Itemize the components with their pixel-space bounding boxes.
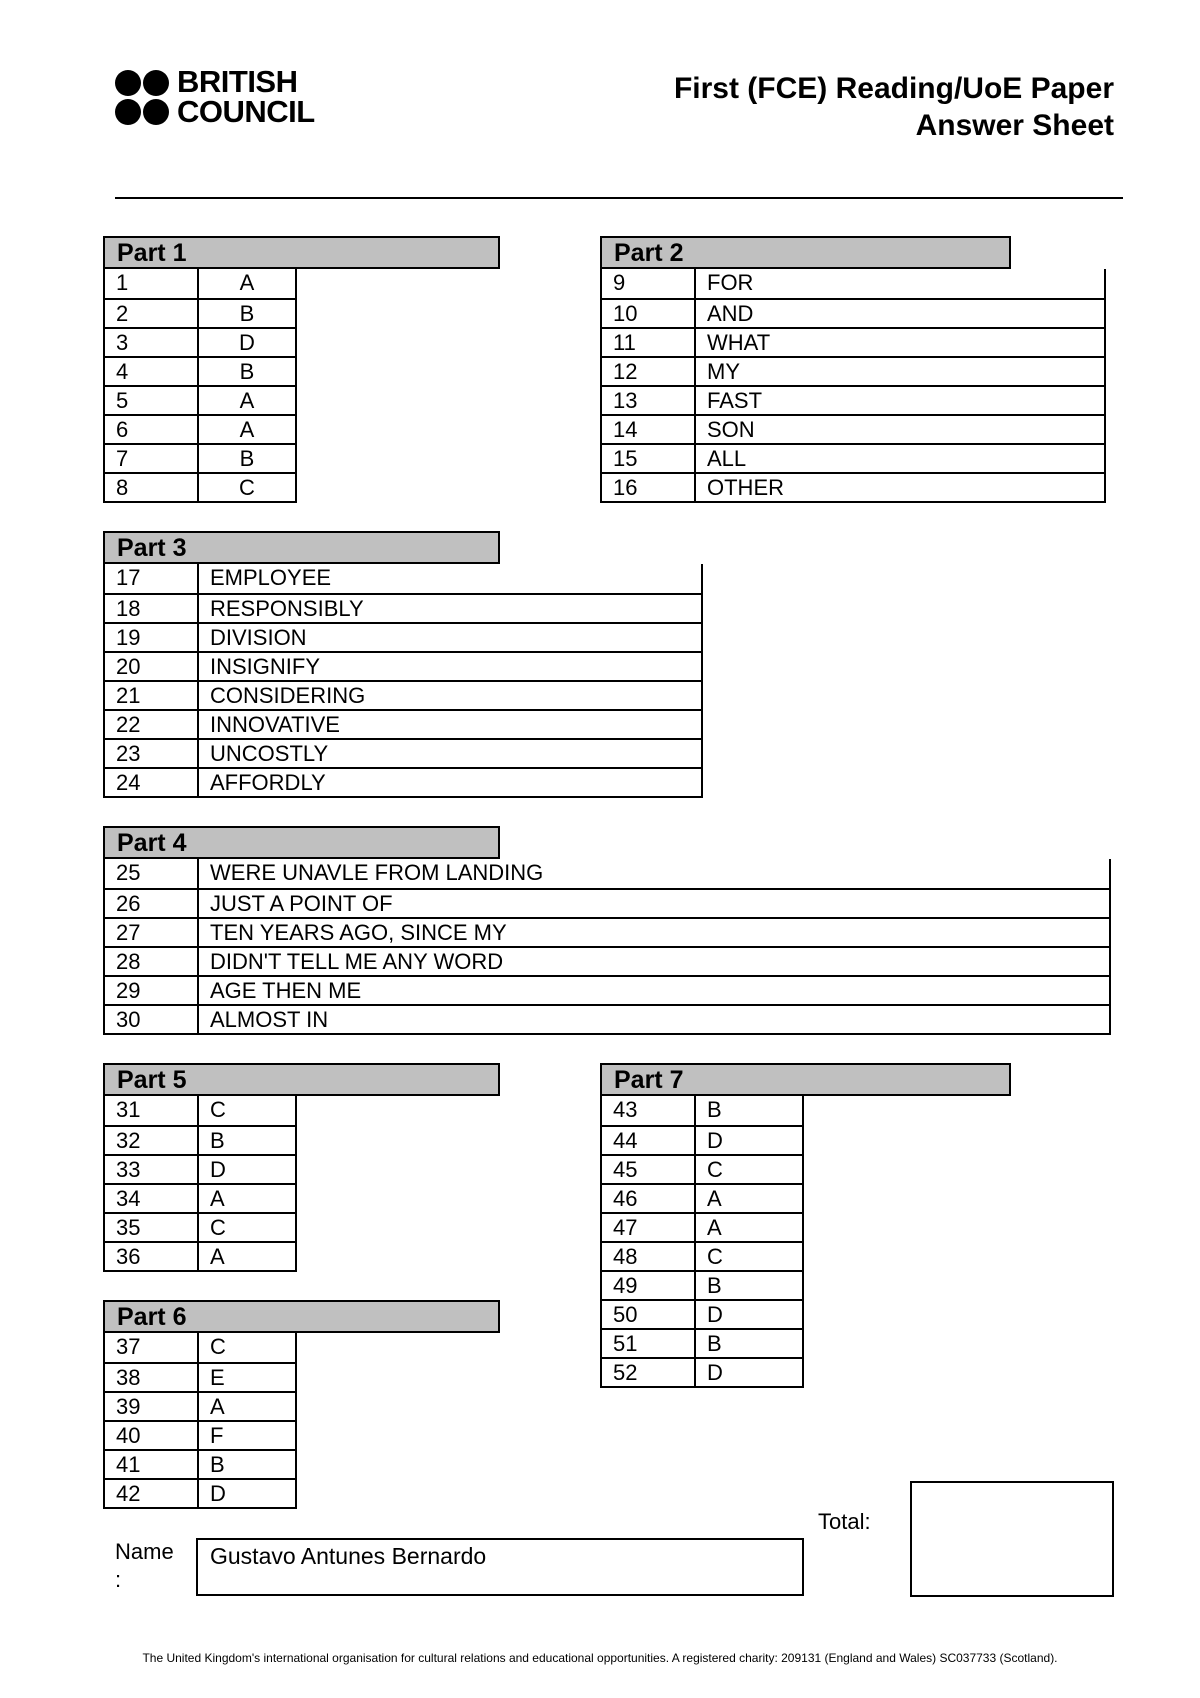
answer-row (105, 738, 701, 767)
answer-cell[interactable]: B (239, 446, 255, 471)
answer-cell[interactable]: C (210, 1334, 226, 1359)
answer-row (602, 1096, 802, 1125)
answer-cell[interactable]: UNCOSTLY (210, 741, 329, 766)
answer-row (105, 1241, 295, 1270)
answer-row (602, 298, 1104, 327)
answer-cell[interactable]: WERE UNAVLE FROM LANDING (210, 860, 544, 885)
answer-row (602, 1328, 802, 1357)
answer-row (105, 356, 295, 385)
p6-rows (103, 1333, 297, 1509)
p3-rows (103, 564, 703, 798)
total-label: Total: (818, 1509, 871, 1534)
answer-row (105, 680, 701, 709)
answer-row (105, 1391, 295, 1420)
answer-row (105, 1096, 295, 1125)
question-number: 3 (105, 329, 199, 356)
question-number: 14 (602, 416, 696, 443)
answer-row (105, 1212, 295, 1241)
question-number: 8 (105, 474, 199, 501)
question-number: 12 (602, 358, 696, 385)
answer-row (105, 443, 295, 472)
question-number: 30 (105, 1006, 199, 1033)
p7-rows (600, 1096, 804, 1388)
answer-cell[interactable]: F (210, 1423, 224, 1448)
answer-row (105, 1183, 295, 1212)
p2-header: Part 2 (600, 236, 1011, 269)
answer-cell[interactable]: RESPONSIBLY (210, 596, 364, 621)
answer-cell[interactable]: C (210, 1097, 226, 1122)
p3-header: Part 3 (103, 531, 500, 564)
answer-cell[interactable]: JUST A POINT OF (210, 891, 393, 916)
question-number: 20 (105, 653, 199, 680)
question-number: 31 (105, 1096, 199, 1125)
answer-row (105, 709, 701, 738)
p5-header: Part 5 (103, 1063, 500, 1096)
answer-row (602, 1154, 802, 1183)
name-field[interactable] (196, 1538, 804, 1596)
header-divider (115, 197, 1123, 199)
logo-line-1: BRITISH (177, 64, 298, 99)
answer-row (602, 1183, 802, 1212)
logo-text (177, 64, 315, 129)
answer-row (105, 1154, 295, 1183)
answer-cell[interactable]: D (210, 1481, 226, 1506)
answer-cell[interactable]: MY (707, 359, 740, 384)
question-number: 42 (105, 1480, 199, 1507)
question-number: 47 (602, 1214, 696, 1241)
question-number: 15 (602, 445, 696, 472)
answer-cell[interactable]: C (239, 475, 255, 500)
title-line-1: First (FCE) Reading/UoE Paper (673, 72, 1114, 105)
answer-cell[interactable]: AGE THEN ME (210, 978, 362, 1003)
answer-row (105, 1449, 295, 1478)
answer-cell[interactable]: D (707, 1302, 723, 1327)
question-number: 6 (105, 416, 199, 443)
question-number: 29 (105, 977, 199, 1004)
question-number: 34 (105, 1185, 199, 1212)
question-number: 39 (105, 1393, 199, 1420)
answer-row (105, 1478, 295, 1507)
p7-header: Part 7 (600, 1063, 1011, 1096)
answer-row (105, 651, 701, 680)
answer-row (105, 917, 1109, 946)
question-number: 26 (105, 890, 199, 917)
name-label-text: Name : (115, 1539, 174, 1592)
answer-cell[interactable]: A (239, 388, 255, 413)
question-number: 5 (105, 387, 199, 414)
question-number: 36 (105, 1243, 199, 1270)
question-number: 44 (602, 1127, 696, 1154)
question-number: 49 (602, 1272, 696, 1299)
answer-cell[interactable]: B (707, 1273, 722, 1298)
answer-row (105, 946, 1109, 975)
document-title (674, 70, 1114, 144)
answer-cell[interactable]: E (210, 1365, 225, 1390)
answer-cell[interactable]: OTHER (707, 475, 784, 500)
answer-row (105, 564, 701, 593)
answer-row (105, 975, 1109, 1004)
answer-cell[interactable]: A (707, 1215, 722, 1240)
answer-cell[interactable]: SON (707, 417, 755, 442)
p6-header: Part 6 (103, 1300, 500, 1333)
name-value: Gustavo Antunes Bernardo (210, 1543, 487, 1569)
answer-cell[interactable]: TEN YEARS AGO, SINCE MY (210, 920, 507, 945)
question-number: 41 (105, 1451, 199, 1478)
p1-rows (103, 269, 297, 503)
question-number: 7 (105, 445, 199, 472)
answer-row (105, 1125, 295, 1154)
answer-cell[interactable]: B (707, 1097, 722, 1122)
question-number: 24 (105, 769, 199, 796)
answer-row (602, 1241, 802, 1270)
answer-row (105, 298, 295, 327)
answer-row (105, 593, 701, 622)
question-number: 9 (602, 269, 696, 298)
answer-cell[interactable]: A (210, 1244, 225, 1269)
question-number: 2 (105, 300, 199, 327)
question-number: 18 (105, 595, 199, 622)
question-number: 19 (105, 624, 199, 651)
question-number: 50 (602, 1301, 696, 1328)
answer-cell[interactable]: D (239, 330, 255, 355)
answer-cell[interactable]: CONSIDERING (210, 683, 366, 708)
answer-row (105, 1362, 295, 1391)
question-number: 46 (602, 1185, 696, 1212)
question-number: 35 (105, 1214, 199, 1241)
answer-row (105, 1420, 295, 1449)
answer-cell[interactable]: AFFORDLY (210, 770, 326, 795)
question-number: 45 (602, 1156, 696, 1183)
p2-rows (600, 269, 1106, 503)
answer-row (602, 414, 1104, 443)
question-number: 48 (602, 1243, 696, 1270)
question-number: 17 (105, 564, 199, 593)
answer-row (602, 1125, 802, 1154)
answer-cell[interactable]: A (210, 1394, 225, 1419)
answer-cell[interactable]: A (210, 1186, 225, 1211)
answer-cell[interactable]: B (210, 1128, 225, 1153)
answer-row (602, 327, 1104, 356)
answer-cell[interactable]: D (707, 1128, 723, 1153)
question-number: 16 (602, 474, 696, 501)
answer-cell[interactable]: ALL (707, 446, 747, 471)
answer-row (602, 385, 1104, 414)
question-number: 37 (105, 1333, 199, 1362)
answer-row (602, 472, 1104, 501)
title-line-2: Answer Sheet (915, 109, 1114, 142)
question-number: 10 (602, 300, 696, 327)
name-label (115, 1538, 185, 1594)
answer-row (602, 356, 1104, 385)
answer-row (105, 1004, 1109, 1033)
question-number: 23 (105, 740, 199, 767)
question-number: 32 (105, 1127, 199, 1154)
answer-cell[interactable]: INNOVATIVE (210, 712, 340, 737)
question-number: 21 (105, 682, 199, 709)
answer-row (105, 385, 295, 414)
question-number: 27 (105, 919, 199, 946)
question-number: 52 (602, 1359, 696, 1386)
answer-cell[interactable]: INSIGNIFY (210, 654, 321, 679)
answer-row (105, 472, 295, 501)
question-number: 13 (602, 387, 696, 414)
answer-cell[interactable]: FAST (707, 388, 763, 413)
question-number: 1 (105, 269, 199, 298)
answer-row (602, 1299, 802, 1328)
p4-header: Part 4 (103, 826, 500, 859)
answer-cell[interactable]: D (210, 1157, 226, 1182)
p5-rows (103, 1096, 297, 1272)
answer-cell[interactable]: A (707, 1186, 722, 1211)
answer-row (105, 327, 295, 356)
question-number: 25 (105, 859, 199, 888)
answer-row (105, 622, 701, 651)
answer-cell[interactable]: DIDN'T TELL ME ANY WORD (210, 949, 504, 974)
answer-cell[interactable]: B (239, 359, 255, 384)
question-number: 43 (602, 1096, 696, 1125)
answer-cell[interactable]: B (239, 301, 255, 326)
answer-cell[interactable]: C (210, 1215, 226, 1240)
answer-cell[interactable]: B (707, 1331, 722, 1356)
answer-row (602, 1357, 802, 1386)
answer-cell[interactable]: A (239, 270, 255, 295)
footer-text: The United Kingdom's international organisation for cultural relations and educational opportunities. A registered charity: 209131 (England and Wales) SC037733 (Scotland). (142, 1651, 1058, 1665)
answer-cell[interactable]: C (707, 1157, 723, 1182)
answer-row (105, 1333, 295, 1362)
answer-cell[interactable]: A (239, 417, 255, 442)
answer-row (105, 269, 295, 298)
question-number: 38 (105, 1364, 199, 1391)
answer-cell[interactable]: ALMOST IN (210, 1007, 329, 1032)
question-number: 40 (105, 1422, 199, 1449)
answer-cell[interactable]: B (210, 1452, 225, 1477)
answer-cell[interactable]: DIVISION (210, 625, 307, 650)
answer-cell[interactable]: D (707, 1360, 723, 1385)
answer-cell[interactable]: AND (707, 301, 754, 326)
question-number: 28 (105, 948, 199, 975)
answer-row (602, 269, 1104, 298)
answer-row (602, 1270, 802, 1299)
answer-cell[interactable]: FOR (707, 270, 754, 295)
answer-row (105, 888, 1109, 917)
answer-row (602, 443, 1104, 472)
answer-cell[interactable]: C (707, 1244, 723, 1269)
total-field[interactable] (910, 1481, 1114, 1597)
answer-row (602, 1212, 802, 1241)
logo-dots-icon (115, 70, 171, 125)
p4-rows (103, 859, 1111, 1035)
answer-cell[interactable]: EMPLOYEE (210, 565, 332, 590)
p1-header: Part 1 (103, 236, 500, 269)
question-number: 4 (105, 358, 199, 385)
answer-row (105, 767, 701, 796)
answer-row (105, 414, 295, 443)
question-number: 51 (602, 1330, 696, 1357)
logo-line-2: COUNCIL (177, 94, 315, 129)
british-council-logo (115, 64, 315, 129)
answer-cell[interactable]: WHAT (707, 330, 771, 355)
question-number: 11 (602, 329, 696, 356)
question-number: 22 (105, 711, 199, 738)
answer-row (105, 859, 1109, 888)
question-number: 33 (105, 1156, 199, 1183)
